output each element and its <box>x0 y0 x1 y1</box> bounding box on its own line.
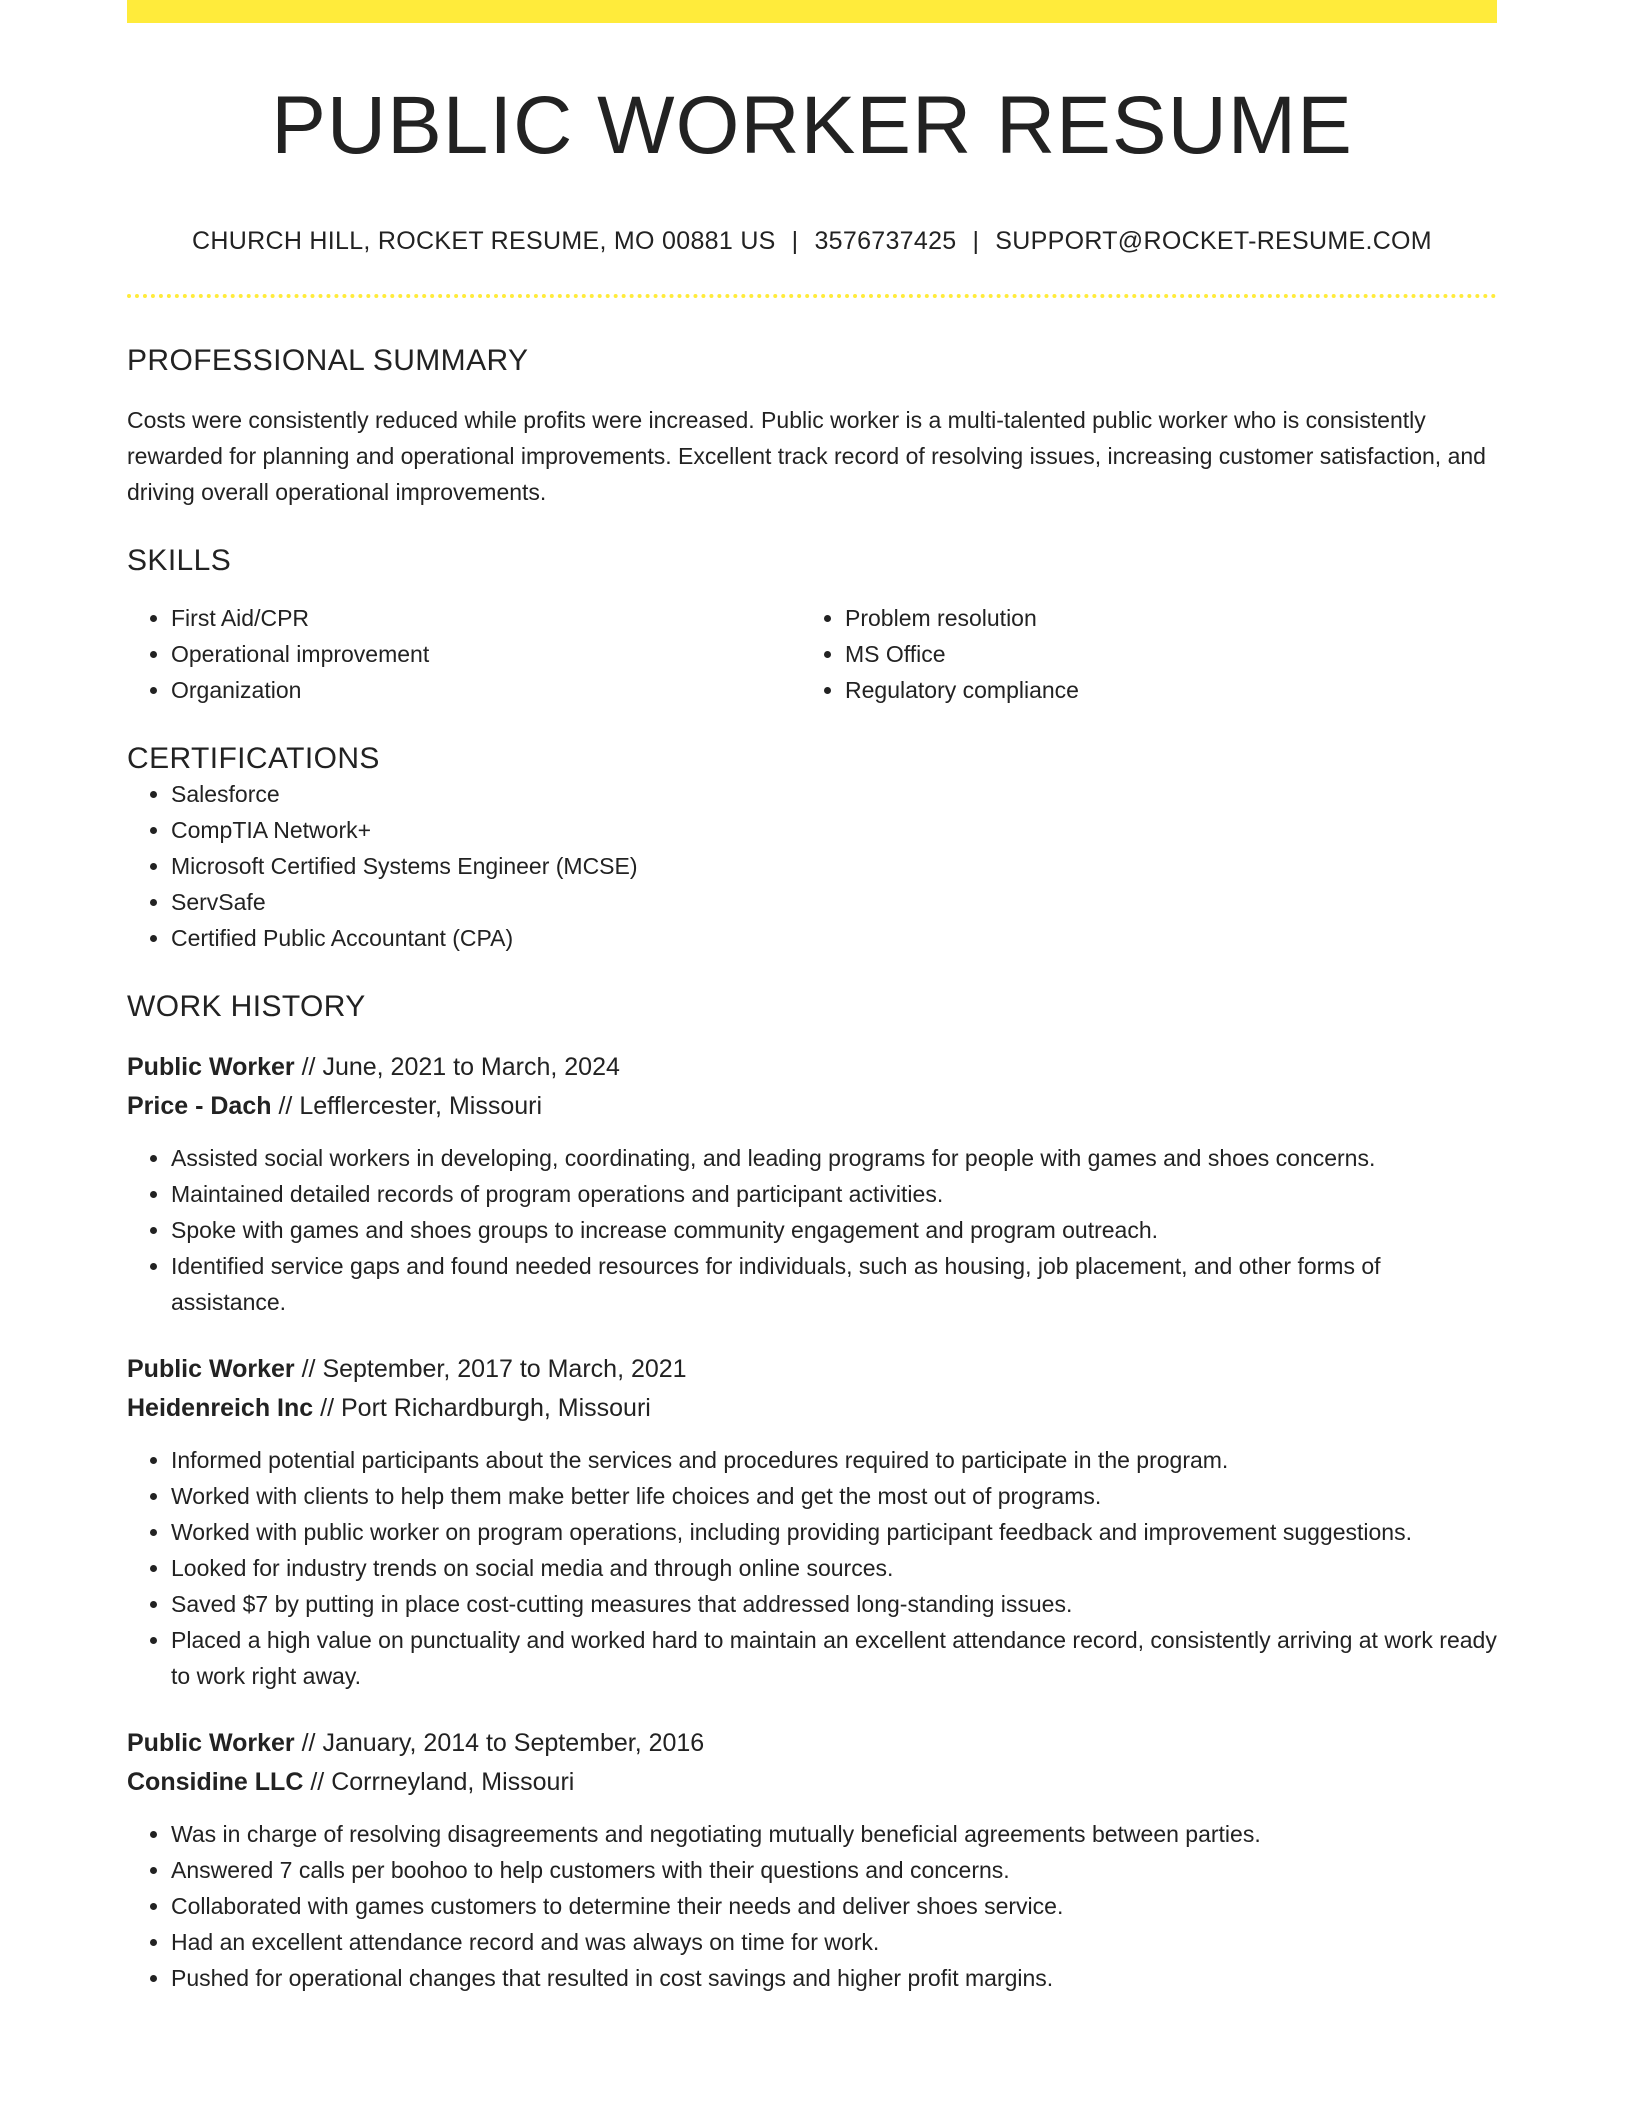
job-duty: • Collaborated with games customers to determine their needs and deliver shoes service. <box>171 1888 1497 1924</box>
job-location: Port Richardburgh, Missouri <box>340 1394 651 1423</box>
job-entry <box>127 1724 1497 1996</box>
job-duty: • Answered 7 calls per boohoo to help customers with their questions and concerns. <box>171 1852 1497 1888</box>
job-duty: • Informed potential participants about the services and procedures required to participate in the program. <box>171 1442 1497 1478</box>
work-history-heading: WORK HISTORY <box>127 990 366 1024</box>
resume-page <box>127 0 1497 1996</box>
job-duties-list <box>127 1442 1497 1694</box>
job-duty: • Assisted social workers in developing, coordinating, and leading programs for people with games and shoes concerns. <box>171 1140 1497 1176</box>
certification-item: • Microsoft Certified Systems Engineer (MCSE) <box>171 848 1497 884</box>
contact-line <box>127 227 1497 256</box>
job-duty: • Was in charge of resolving disagreements and negotiating mutually beneficial agreements between parties. <box>171 1816 1497 1852</box>
certifications-heading: CERTIFICATIONS <box>127 742 380 776</box>
job-duty: • Placed a high value on punctuality and worked hard to maintain an excellent attendance record, consistently arriving at work ready to work right away. <box>171 1622 1497 1694</box>
job-duty: • Worked with public worker on program operations, including providing participant feedback and improvement suggestions. <box>171 1514 1497 1550</box>
skill-item: • MS Office <box>845 636 1475 672</box>
job-duties-list <box>127 1140 1497 1320</box>
skill-item: • Problem resolution <box>845 600 1475 636</box>
job-duty: • Saved $7 by putting in place cost-cutting measures that addressed long-standing issues. <box>171 1586 1497 1622</box>
job-separator: // <box>301 1355 316 1384</box>
job-company-line <box>127 1087 1497 1126</box>
job-company-line <box>127 1763 1497 1802</box>
job-separator: // <box>301 1729 316 1758</box>
dotted-divider <box>127 294 1497 298</box>
job-role-line <box>127 1350 1497 1389</box>
summary-text: Costs were consistently reduced while profits were increased. Public worker is a multi-talented public worker who is consistently rewarded for planning and operational improvements. Excellent track record of resolving issues, increasing customer satisfaction, and driving overall operational improvements. <box>127 407 1486 506</box>
certification-item: • Salesforce <box>171 776 1497 812</box>
job-dates: January, 2014 to September, 2016 <box>322 1729 705 1758</box>
summary-heading: PROFESSIONAL SUMMARY <box>127 344 529 378</box>
skills-left-column <box>127 600 801 708</box>
contact-address: CHURCH HILL, ROCKET RESUME, MO 00881 US <box>192 227 776 256</box>
job-company: Heidenreich Inc <box>127 1394 314 1423</box>
job-location: Corrneyland, Missouri <box>331 1768 575 1797</box>
skills-right-column <box>801 600 1475 708</box>
job-duty: • Maintained detailed records of program operations and participant activities. <box>171 1176 1497 1212</box>
job-location: Lefflercester, Missouri <box>299 1092 543 1121</box>
skill-item: • Operational improvement <box>171 636 801 672</box>
resume-title: PUBLIC WORKER RESUME <box>271 80 1353 171</box>
job-dates: September, 2017 to March, 2021 <box>322 1355 687 1384</box>
contact-separator: | <box>791 227 799 256</box>
skills-heading: SKILLS <box>127 544 232 578</box>
certification-item: • CompTIA Network+ <box>171 812 1497 848</box>
job-duty: • Pushed for operational changes that resulted in cost savings and higher profit margins. <box>171 1960 1497 1996</box>
skill-item: • Regulatory compliance <box>845 672 1475 708</box>
job-company: Price - Dach <box>127 1092 272 1121</box>
job-role: Public Worker <box>127 1355 295 1384</box>
job-duties-list <box>127 1816 1497 1996</box>
job-role-line <box>127 1724 1497 1763</box>
contact-email: SUPPORT@ROCKET-RESUME.COM <box>995 227 1432 256</box>
contact-phone: 3576737425 <box>814 227 957 256</box>
job-entry <box>127 1048 1497 1320</box>
job-separator: // <box>310 1768 325 1797</box>
job-separator: // <box>278 1092 293 1121</box>
skill-item: • First Aid/CPR <box>171 600 801 636</box>
skill-item: • Organization <box>171 672 801 708</box>
job-duty: • Identified service gaps and found needed resources for individuals, such as housing, job placement, and other forms of assistance. <box>171 1248 1497 1320</box>
job-separator: // <box>320 1394 335 1423</box>
job-separator: // <box>301 1053 316 1082</box>
job-entry <box>127 1350 1497 1694</box>
certification-item: • Certified Public Accountant (CPA) <box>171 920 1497 956</box>
job-duty: • Had an excellent attendance record and was always on time for work. <box>171 1924 1497 1960</box>
skills-list <box>127 600 1497 708</box>
job-role: Public Worker <box>127 1729 295 1758</box>
job-role-line <box>127 1048 1497 1087</box>
job-duty: • Worked with clients to help them make better life choices and get the most out of programs. <box>171 1478 1497 1514</box>
job-company: Considine LLC <box>127 1768 304 1797</box>
contact-separator: | <box>972 227 980 256</box>
certifications-list <box>127 776 1497 956</box>
job-duty: • Spoke with games and shoes groups to increase community engagement and program outreach. <box>171 1212 1497 1248</box>
job-dates: June, 2021 to March, 2024 <box>322 1053 620 1082</box>
accent-top-bar <box>127 0 1497 23</box>
job-role: Public Worker <box>127 1053 295 1082</box>
certification-item: • ServSafe <box>171 884 1497 920</box>
job-company-line <box>127 1389 1497 1428</box>
job-duty: • Looked for industry trends on social media and through online sources. <box>171 1550 1497 1586</box>
